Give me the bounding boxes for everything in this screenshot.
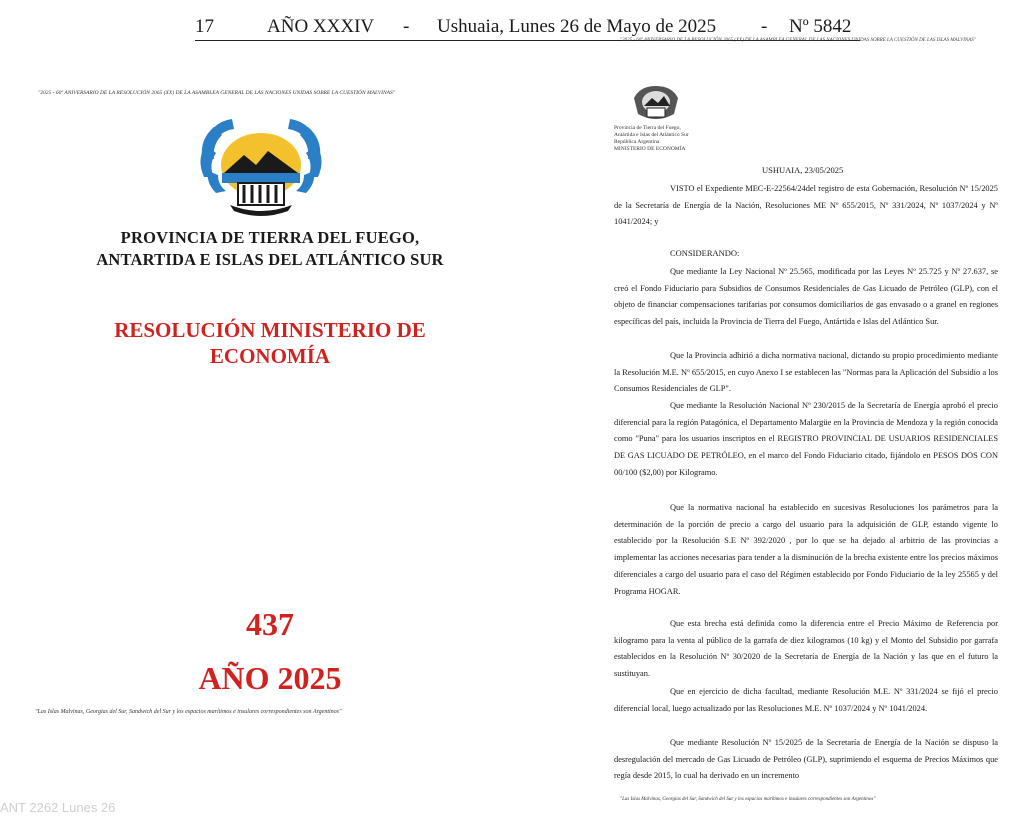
header-place-date: Ushuaia, Lunes 26 de Mayo de 2025: [437, 16, 717, 37]
letterhead-line: MINISTERIO DE ECONOMÍA: [614, 146, 686, 152]
cover-anniversary-note: "2025 - 60º ANIVERSARIO DE LA RESOLUCIÓN 2065 (XX) DE LA ASAMBLEA GENERAL DE LAS NACIONES UNIDAS SOBRE LA CUESTIÓN MALVINAS": [38, 90, 396, 96]
document-footer-note: "Las Islas Malvinas, Georgias del Sur, Sandwich del Sur y los espacios marítimos e insulares correspondientes son Argentinos": [620, 797, 876, 802]
header-issue-number: Nº 5842: [789, 16, 852, 37]
ministry-letterhead: [614, 125, 689, 153]
letterhead-line: República Argentina: [614, 139, 660, 145]
header-year: AÑO XXXIV: [267, 16, 375, 37]
visto-paragraph: VISTO el Expediente MEC-E-22564/24del registro de esta Gobernación, Resolución Nº 15/2025 de la Secretaría de Energía de la Nación, Resoluciones ME Nº 655/2015, Nº 331/2024, Nº 1037/2024 y Nº 1041/2024; y: [614, 184, 998, 227]
letterhead-line: Provincia de Tierra del Fuego,: [614, 125, 681, 131]
document-date: USHUAIA, 23/05/2025: [762, 165, 844, 175]
considerando-heading: CONSIDERANDO:: [670, 248, 740, 258]
province-emblem-icon: [196, 113, 326, 221]
province-name-line2: ANTARTIDA E ISLAS DEL ATLÁNTICO SUR: [96, 250, 444, 269]
considerando-paragraph: Que la Provincia adhirió a dicha normativa nacional, dictando su propio procedimiento mediante la Resolución M.E. Nº 655/2015, en cuyo Anexo I se establecen las "Normas para la Aplicación del Subsidio a los Consumos Residenciales de GLP".: [614, 351, 998, 394]
considerando-paragraph: Que mediante la Resolución Nacional Nº 230/2015 de la Secretaría de Energía aprobó el precio diferencial para la región Patagónica, el Departamento Malargüe en la Provincia de Mendoza y la región conocida como "Puna" para los usuarios inscriptos en el REGISTRO PROVINCIAL DE USUARIOS RESIDENCIALES DE GAS LICUADO DE PETRÓLEO, en el marco del Fondo Fiduciario citado, fijándolo en PESOS DOS CON 00/100 ($2,00) por Kilogramo.: [614, 401, 998, 477]
header-separator: -: [761, 16, 768, 37]
anniversary-note: "2025 - 60º ANIVERSARIO DE LA RESOLUCIÓN 2065 (XX) DE LA ASAMBLEA GENERAL DE LAS NACIONES UNIDAS SOBRE LA CUESTIÓN DE LAS ISLAS MALVINAS": [620, 38, 976, 43]
gazette-header: [195, 14, 860, 41]
considerando-paragraph: Que mediante la Ley Nacional Nº 25.565, modificada por las Leyes Nº 25.725 y Nº 27.637, se creó el Fondo Fiduciario para Subsidios de Consumos Residenciales de Gas Licuado de Petróleo (GLP), con el objeto de financiar compensaciones tarifarias por consumos domiciliarios de gas envasado o a granel en regiones específicas del país, incluida la Provincia de Tierra del Fuego, Antártida e Islas del Atlántico Sur.: [614, 267, 998, 327]
cover-footer-note: "Las Islas Malvinas, Georgias del Sur, Sandwich del Sur y los espacios marítimos e insulares correspondientes son Argentinos": [35, 709, 342, 715]
header-separator: -: [403, 16, 410, 37]
province-name-line1: PROVINCIA DE TIERRA DEL FUEGO,: [120, 228, 420, 247]
letterhead-line: Antártida e Islas del Atlántico Sur: [614, 132, 689, 138]
resolution-number: 437: [246, 606, 294, 642]
resolution-title-line2: ECONOMÍA: [209, 344, 331, 368]
considerando-paragraph: Que en ejercicio de dicha facultad, mediante Resolución M.E. Nº 331/2024 se fijó el precio diferencial local, luego actualizado por las Resoluciones M.E. Nº 1037/2024 y Nº 1041/2024.: [614, 687, 998, 713]
province-emblem-small-icon: [630, 84, 682, 124]
considerando-paragraph: Que mediante Resolución Nº 15/2025 de la Secretaría de Energía de la Nación se dispuso la desregulación del mercado de Gas Licuado de Petróleo (GLP), suprimiendo el esquema de Precios Máximos que regía desde 2015, lo cual ha derivado en un incremento: [614, 738, 998, 781]
header-page-number: 17: [195, 16, 214, 37]
considerando-paragraph: Que esta brecha está definida como la diferencia entre el Precio Máximo de Referencia por kilogramo para la venta al público de la garrafa de diez kilogramos (10 kg) y el Monto del Subsidio por garrafa establecidos en la Resolución Nº 30/2020 de la Secretaría de Energía de la Nación y las que en el futuro la sustituyan.: [614, 619, 998, 679]
considerando-paragraph: Que la normativa nacional ha establecido en sucesivas Resoluciones los parámetros para la determinación de la porción de precio a cargo del usuario para la adquisición de GLP, estando vigente lo establecido por la Resolución S.E Nº 392/2020 , por lo que se ha dejado al arbitrio de las provincias a implementar las acciones necesarias para tender a la disminución de la brecha existente entre los precios máximos diferenciales a cargo del usuario para el caso del Régimen establecido por Fondo Fiduciario de la ley 25565 y del Programa HOGAR.: [614, 503, 998, 596]
resolution-title-line1: RESOLUCIÓN MINISTERIO DE: [114, 318, 426, 342]
bleed-through-text: ANT 2262 Lunes 26: [0, 800, 116, 815]
resolution-year: AÑO 2025: [198, 660, 342, 696]
